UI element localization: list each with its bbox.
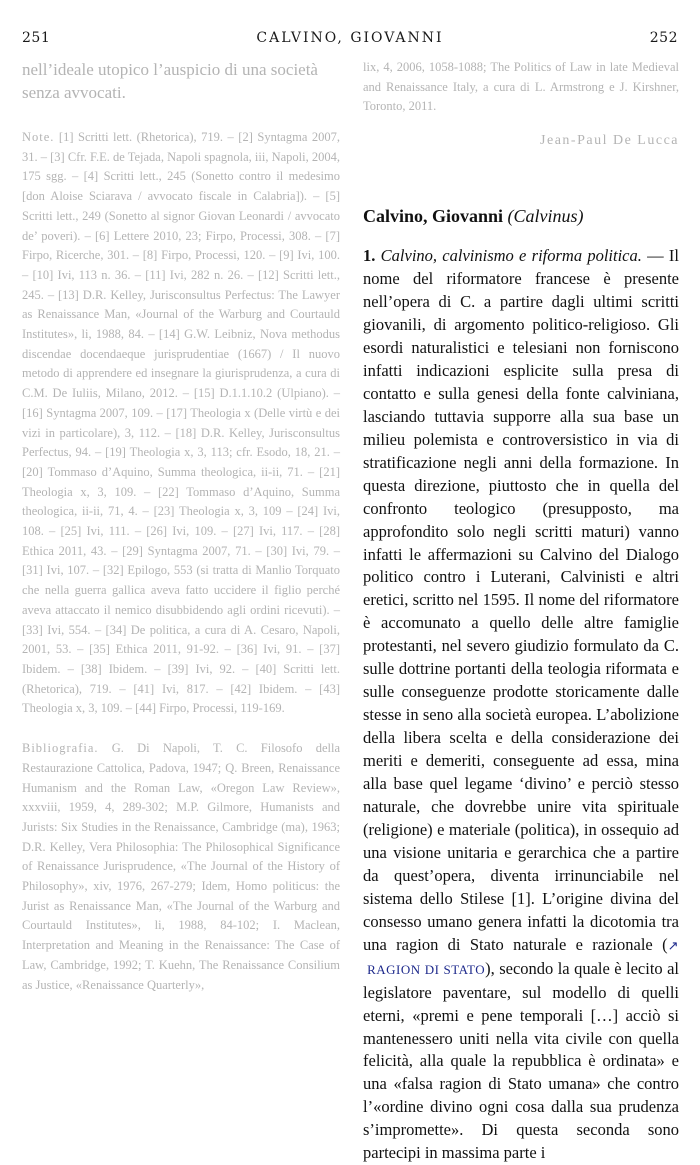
entry-title-main: Calvino, Giovanni [363,206,504,227]
body-part-2: ), secondo la quale è lecito al legislatore paventare, sul modello di quelli eterni, «premi e pene temporali […] acciò si mantenessero uniti nella vita civile con quella felicità, alla quale la repubblica è ordinata» e una «falsa ragion di Stato umana» che contro l’«ordine divino ogni cosa dalla sua prudenza s’impromette». Di questa seconda sono partecipi in massima parte i [363,958,679,1163]
entry-title-latin: (Calvinus) [507,206,584,227]
entry-title [363,206,679,227]
author-signature: Jean-Paul De Lucca [540,133,679,149]
arrow-icon: ↗ [667,937,679,953]
section-title: Calvino, calvinismo e riforma politica. [380,246,642,266]
running-title: CALVINO, GIOVANNI [256,30,444,46]
section-number: 1. [363,246,376,266]
left-column [22,58,340,995]
bibliography-block [22,739,340,995]
entry-body [363,245,679,1165]
body-part-1: — Il nome del riformatore francese è presente nell’opera di C. a partire dagli ultimi scritti giovanili, di argomento politico-religioso. Gli esordi naturalistici e telesiani non forniscono infatti indicazioni esplicite sulla presa di contatto e sulla genesi della fonte calviniana, lasciando tuttavia supporre alla sua base un milieu polemista e controversistico in via di stratificazione negli anni della formazione. In questa direzione, piuttosto che in quella del confronto teologico (presupposto, ma approfondito solo negli scritti maturi) vanno infatti le affermazioni su Calvino del Dialogo politico contro i Luterani, Calvinisti e altri eretici, scritto nel 1595. Il nome del riformatore è accomunato a quello delle altre famiglie protestanti, nel severo giudizio formulato da C. sulle dottrine portanti della teologia riformata e sulle conseguenze prodotte storicamente dalle stesse in seno alla società europea. L’abolizione della libera scelta e della considerazione dei meriti e demeriti, conseguente ad essa, mina alla base quel legame ‘divino’ e perciò stesso naturale, che dovrebbe unire vita spirituale (religione) e materiale (politica), in ossequio ad una visione unitaria e gerarchica che a partire da quest’opera, diventa irrinunciabile nel sistema dello Stilese [1]. L’origine divina del consesso umano genera infatti la dicotomia tra una ragion di Stato naturale e razionale ( [363,246,679,954]
notes-label: Note. [22,130,55,144]
bibliography-label: Bibliografia. [22,741,99,756]
cross-reference-label: RAGION DI STATO [367,961,486,977]
continued-bibliography: lix, 4, 2006, 1058-1088; The Politics of Law in late Medieval and Renaissance Italy, a cura di L. Armstrong e J. Kirshner, Toronto, 2011. [363,60,679,114]
page-number-right: 252 [649,30,678,46]
right-column [363,58,679,1165]
closing-text: nell’ideale utopico l’auspicio di una società senza avvocati. [22,60,318,102]
notes-block [22,128,340,719]
page-number-left: 251 [22,30,51,46]
notes-text: [1] Scritti lett. (Rhetorica), 719. – [2] Syntagma 2007, 31. – [3] Cfr. F.E. de Tejada, Napoli spagnola, iii, Napoli, 2004, 175 sgg. – [4] Scritti lett., 245 (Sonetto contro il medesimo [don Aloise Sciarava / avvocato fiscale in Calabria]). – [5] Scritti lett., 249 (Sonetto al signor Giovan Leonardi / avvocato de’ poveri). – [6] Lettere 2010, 23; Firpo, Processi, 308. – [7] Firpo, Ricerche, 301. – [8] Firpo, Processi, 120. – [9] Ivi, 100. – [10] Ivi, 113 n. 36. – [11] Ivi, 282 n. 26. – [12] Scritti lett., 245. – [13] D.R. Kelley, Jurisconsultus Perfectus: The Lawyer as Renaissance Man, «Journal of the Warburg and Courtauld Institutes», li, 1988, 84. – [14] G.W. Leibniz, Nova methodus discendae docendaeque jurisprudentiae (1667) / Il nuovo metodo di apprendere ed insegnare la giurisprudenza, a cura di C.M. De Iuliis, Milano, 2012. – [15] D.1.1.10.2 (Ulpiano). – [16] Syntagma 2007, 109. – [17] Theologia x (Delle virtù e dei vizi in particolare), 3, 112. – [18] D.R. Kelley, Jurisconsultus Perfectus, 94. – [19] Theologia x, 3, 113; cfr. Esodo, 18, 21. – [20] Tommaso d’Aquino, Summa theologica, ii-ii, 71. – [21] Theologia x, 3, 109. – [22] Tommaso d’Aquino, Summa theologica, ii-ii, 71, 4. – [23] Theologia x, 3, 109 – [24] Ivi, 108. – [25] Ivi, 111. – [26] Ivi, 109. – [27] Ivi, 117. – [28] Ethica 2011, 43. – [29] Syntagma 2007, 71. – [30] Ivi, 79. – [31] Ivi, 107. – [32] Epilogo, 553 (si tratta di Manlio Torquato che nella guerra gallica aveva fatto uccidere il figlio perché aveva attaccato il nemico disubbidendo agli ordini ricevuti). – [33] Ivi, 554. – [34] De politica, a cura di A. Cesaro, Napoli, 2001, 53. – [35] Ethica 2011, 91-92. – [36] Ivi, 91. – [37] Ibidem. – [38] Ibidem. – [39] Ivi, 92. – [40] Scritti lett. (Rhetorica), 719. – [41] Ivi, 817. – [42] Ibidem. – [43] Theologia x, 3, 109. – [44] Firpo, Processi, 119-169. [22,130,340,716]
bibliography-text: G. Di Napoli, T. C. Filosofo della Restaurazione Cattolica, Padova, 1947; Q. Breen, Renaissance Humanism and the Roman Law, «Oregon Law Review», xxxviii, 1959, 4, 289-302; M.P. Gilmore, Humanists and Jurists: Six Studies in the Renaissance, Cambridge (ma), 1963; D.R. Kelley, Vera Philosophia: The Philosophical Significance of Renaissance Jurisprudence, «The Journal of the History of Philosophy», xiv, 1976, 267-279; Idem, Homo politicus: the Jurist as Renaissance Man, «The Journal of the Warburg and Courtauld Institutes», li, 1988, 84-102; I. Maclean, Interpretation and Meaning in the Renaissance: The Case of Law, Cambridge, 1992; T. Kuehn, The Renaissance Consilium as Justice, «Renaissance Quarterly», [22,741,340,992]
